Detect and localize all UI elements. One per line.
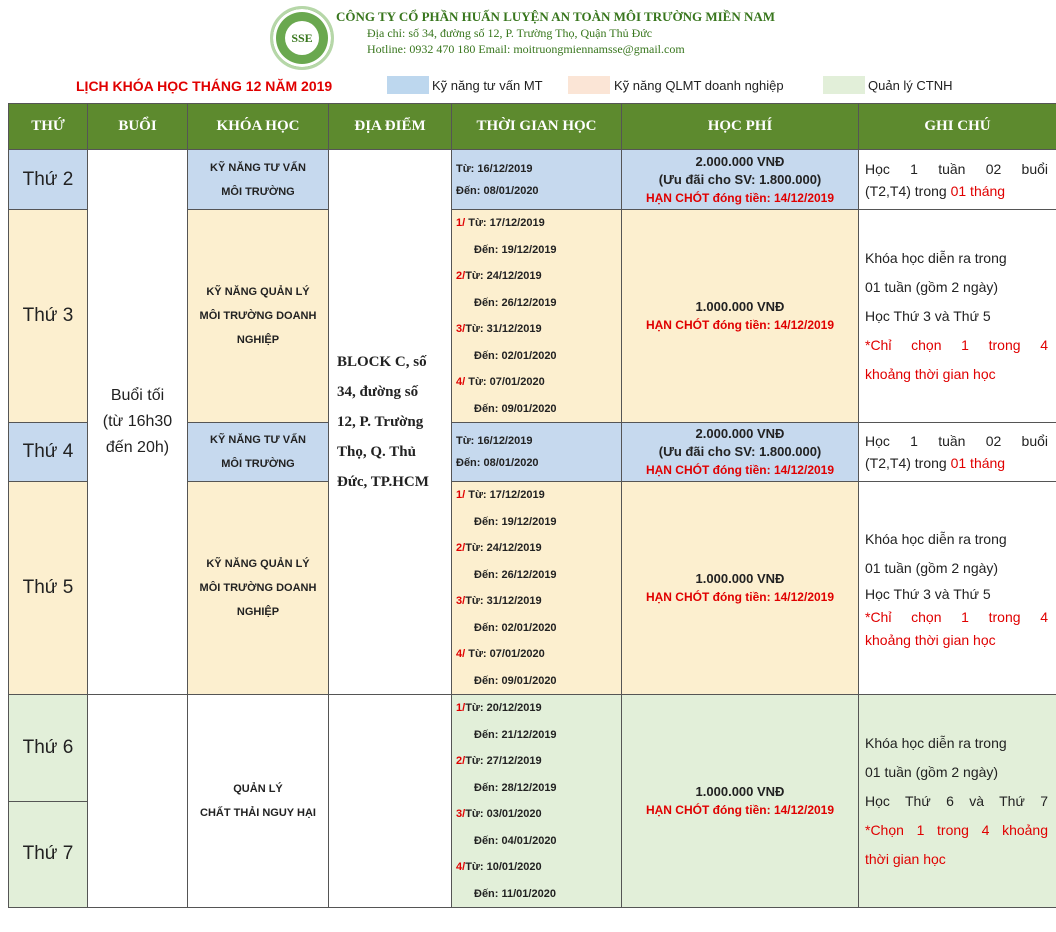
period-number: 2/ bbox=[456, 755, 466, 767]
note-line: Học 1 tuần 02 buổi bbox=[865, 160, 1048, 177]
period-from: Từ: 07/01/2020 bbox=[465, 648, 545, 660]
note-line: Học Thứ 3 và Thứ 5 bbox=[865, 585, 991, 602]
fee-cell bbox=[622, 210, 859, 423]
fee-deadline: HẠN CHÓT đóng tiền: 14/12/2019 bbox=[645, 190, 835, 205]
fee-amount: 1.000.000 VNĐ bbox=[695, 784, 785, 799]
day-cell: Thứ 2 bbox=[9, 150, 88, 210]
table-row bbox=[9, 150, 1056, 210]
note-line: Học 1 tuần 02 buổi bbox=[865, 433, 1048, 449]
logo-text: SSE bbox=[285, 21, 319, 55]
header-fee: HỌC PHÍ bbox=[622, 104, 859, 150]
fee-deadline: HẠN CHÓT đóng tiền: 14/12/2019 bbox=[645, 463, 835, 477]
fee-student: (Ưu đãi cho SV: 1.800.000) bbox=[658, 444, 822, 459]
venue-line: 34, đường số bbox=[337, 384, 419, 400]
period-number: 2/ bbox=[456, 542, 466, 554]
period-to: Đến: 28/12/2019 bbox=[474, 781, 557, 794]
period-to: Đến: 19/12/2019 bbox=[474, 515, 557, 528]
session-line: (từ 16h30 bbox=[102, 413, 173, 430]
notes-cell bbox=[859, 150, 1056, 210]
period-from: Từ: 24/12/2019 bbox=[465, 270, 542, 282]
date-to: Đến: 08/01/2020 bbox=[456, 184, 539, 197]
note-line: Khóa học diễn ra trong bbox=[865, 530, 1007, 547]
note-line: 01 tuần (gồm 2 ngày) bbox=[865, 559, 999, 576]
schedule-title: LỊCH KHÓA HỌC THÁNG 12 NĂM 2019 bbox=[76, 78, 333, 94]
session-cell-empty bbox=[88, 695, 188, 908]
period-number: 3/ bbox=[456, 808, 466, 820]
note-text: (T2,T4) trong bbox=[865, 182, 951, 199]
schedule-table bbox=[8, 103, 1056, 908]
period-to: Đến: 02/01/2020 bbox=[474, 349, 557, 362]
fee-cell bbox=[622, 482, 859, 695]
note-line: Học Thứ 3 và Thứ 5 bbox=[865, 307, 991, 324]
course-line: KỸ NĂNG TƯ VẤN bbox=[210, 434, 306, 446]
venue-line: BLOCK C, số bbox=[337, 354, 427, 370]
period-from: Từ: 20/12/2019 bbox=[465, 702, 542, 714]
period-from: Từ: 03/01/2020 bbox=[465, 808, 542, 820]
fee-cell bbox=[622, 695, 859, 908]
header-venue: ĐỊA ĐIỂM bbox=[329, 104, 452, 150]
period-to: Đến: 11/01/2020 bbox=[474, 887, 556, 900]
note-line: Học Thứ 6 và Thứ 7 bbox=[865, 792, 1048, 809]
dates-cell bbox=[452, 210, 622, 423]
note-line: 01 tuần (gồm 2 ngày) bbox=[865, 763, 999, 780]
company-hotline: Hotline: 0932 470 180 Email: moitruongmiennamsse@gmail.com bbox=[367, 42, 685, 56]
course-line: NGHIỆP bbox=[236, 606, 280, 618]
session-line: đến 20h) bbox=[105, 439, 170, 456]
note-highlight: 01 tháng bbox=[950, 455, 1006, 471]
course-line: MÔI TRƯỜNG DOANH bbox=[199, 582, 317, 594]
note-line-red: thời gian học bbox=[865, 850, 946, 867]
fee-amount: 2.000.000 VNĐ bbox=[695, 426, 785, 441]
fee-deadline: HẠN CHÓT đóng tiền: 14/12/2019 bbox=[645, 318, 835, 332]
course-cell bbox=[188, 210, 329, 423]
note-text: (T2,T4) trong bbox=[865, 455, 951, 471]
course-cell bbox=[188, 423, 329, 482]
period-from: Từ: 31/12/2019 bbox=[465, 323, 542, 335]
note-line-red: *Chỉ chọn 1 trong 4 bbox=[865, 608, 1048, 625]
note-line: Khóa học diễn ra trong bbox=[865, 249, 1007, 266]
note-line-red: *Chỉ chọn 1 trong 4 bbox=[865, 336, 1048, 353]
day-cell: Thứ 4 bbox=[9, 423, 88, 482]
period-from: Từ: 17/12/2019 bbox=[465, 489, 545, 501]
fee-student: (Ưu đãi cho SV: 1.800.000) bbox=[658, 171, 822, 187]
notes-cell bbox=[859, 210, 1056, 423]
note-line-red: khoảng thời gian học bbox=[865, 365, 996, 382]
day-cell: Thứ 5 bbox=[9, 482, 88, 695]
note-line-red: *Chọn 1 trong 4 khoảng bbox=[865, 821, 1048, 838]
dates-cell bbox=[452, 482, 622, 695]
date-from: Từ: 16/12/2019 bbox=[456, 162, 533, 175]
period-number: 1/ bbox=[456, 217, 466, 229]
period-to: Đến: 04/01/2020 bbox=[474, 834, 557, 847]
company-name: CÔNG TY CỔ PHẦN HUẤN LUYỆN AN TOÀN MÔI TRƯỜNG MIỀN NAM bbox=[336, 9, 776, 24]
period-from: Từ: 07/01/2020 bbox=[465, 376, 545, 388]
note-highlight: 01 tháng bbox=[950, 182, 1006, 199]
fee-cell bbox=[622, 423, 859, 482]
legend-swatch-hazardous bbox=[823, 76, 865, 94]
venue-cell bbox=[329, 150, 452, 695]
fee-amount: 2.000.000 VNĐ bbox=[695, 153, 785, 169]
period-to: Đến: 09/01/2020 bbox=[474, 402, 557, 415]
course-line: KỸ NĂNG TƯ VẤN bbox=[210, 161, 306, 174]
period-from: Từ: 17/12/2019 bbox=[465, 217, 545, 229]
period-number: 3/ bbox=[456, 595, 466, 607]
period-number: 1/ bbox=[456, 702, 466, 714]
header-time: THỜI GIAN HỌC bbox=[452, 104, 622, 150]
date-to: Đến: 08/01/2020 bbox=[456, 457, 539, 469]
period-from: Từ: 31/12/2019 bbox=[465, 595, 542, 607]
day-cell: Thứ 3 bbox=[9, 210, 88, 423]
period-number: 4/ bbox=[456, 648, 466, 660]
header-session: BUỔI bbox=[88, 104, 188, 150]
day-cell: Thứ 7 bbox=[9, 801, 88, 908]
company-logo bbox=[270, 6, 334, 70]
session-cell bbox=[88, 150, 188, 695]
period-number: 1/ bbox=[456, 489, 466, 501]
notes-cell bbox=[859, 695, 1056, 908]
course-cell bbox=[188, 150, 329, 210]
legend-label-consulting: Kỹ năng tư vấn MT bbox=[432, 78, 543, 93]
period-number: 2/ bbox=[456, 270, 466, 282]
venue-line: Thọ, Q. Thủ bbox=[337, 444, 416, 460]
table-header-row bbox=[9, 104, 1056, 150]
course-cell bbox=[188, 695, 329, 908]
course-line: MÔI TRƯỜNG bbox=[221, 185, 295, 198]
venue-cell-empty bbox=[329, 695, 452, 908]
company-address: Địa chỉ: số 34, đường số 12, P. Trường Thọ, Quận Thủ Đức bbox=[367, 26, 653, 40]
note-line bbox=[865, 180, 1048, 202]
period-to: Đến: 02/01/2020 bbox=[474, 621, 557, 634]
period-to: Đến: 26/12/2019 bbox=[474, 568, 557, 581]
course-line: CHẤT THẢI NGUY HẠI bbox=[200, 807, 316, 819]
period-to: Đến: 09/01/2020 bbox=[474, 674, 557, 687]
note-line bbox=[865, 452, 1048, 474]
course-line: NGHIỆP bbox=[236, 334, 280, 346]
dates-cell bbox=[452, 695, 622, 908]
fee-amount: 1.000.000 VNĐ bbox=[695, 571, 785, 586]
course-cell bbox=[188, 482, 329, 695]
fee-deadline: HẠN CHÓT đóng tiền: 14/12/2019 bbox=[645, 803, 835, 817]
course-line: KỸ NĂNG QUẢN LÝ bbox=[206, 286, 310, 298]
notes-cell bbox=[859, 482, 1056, 695]
day-cell: Thứ 6 bbox=[9, 695, 88, 802]
course-line: KỸ NĂNG QUẢN LÝ bbox=[206, 558, 310, 570]
period-number: 4/ bbox=[456, 861, 466, 873]
period-from: Từ: 24/12/2019 bbox=[465, 542, 542, 554]
venue-line: Đức, TP.HCM bbox=[337, 474, 429, 490]
dates-cell bbox=[452, 423, 622, 482]
dates-cell bbox=[452, 150, 622, 210]
period-from: Từ: 27/12/2019 bbox=[465, 755, 542, 767]
venue-line: 12, P. Trường bbox=[337, 414, 424, 430]
header-notes: GHI CHÚ bbox=[859, 104, 1056, 150]
course-line: MÔI TRƯỜNG DOANH bbox=[199, 310, 317, 322]
legend-label-management: Kỹ năng QLMT doanh nghiệp bbox=[614, 78, 784, 93]
period-to: Đến: 21/12/2019 bbox=[474, 728, 557, 741]
notes-cell bbox=[859, 423, 1056, 482]
period-number: 3/ bbox=[456, 323, 466, 335]
legend-label-hazardous: Quản lý CTNH bbox=[868, 78, 953, 93]
course-line: QUẢN LÝ bbox=[233, 783, 283, 795]
header-course: KHÓA HỌC bbox=[188, 104, 329, 150]
fee-amount: 1.000.000 VNĐ bbox=[695, 299, 785, 314]
title-row bbox=[0, 74, 1056, 100]
period-number: 4/ bbox=[456, 376, 466, 388]
note-line: 01 tuần (gồm 2 ngày) bbox=[865, 278, 999, 295]
header-day: THỨ bbox=[9, 104, 88, 150]
legend-swatch-consulting bbox=[387, 76, 429, 94]
table-row bbox=[9, 695, 1056, 802]
period-to: Đến: 26/12/2019 bbox=[474, 296, 557, 309]
session-line: Buổi tối bbox=[110, 387, 165, 404]
period-to: Đến: 19/12/2019 bbox=[474, 243, 557, 256]
fee-deadline: HẠN CHÓT đóng tiền: 14/12/2019 bbox=[645, 590, 835, 604]
legend-swatch-management bbox=[568, 76, 610, 94]
course-line: MÔI TRƯỜNG bbox=[221, 458, 295, 470]
fee-cell bbox=[622, 150, 859, 210]
period-from: Từ: 10/01/2020 bbox=[465, 861, 542, 873]
note-line-red: khoảng thời gian học bbox=[865, 631, 996, 648]
date-from: Từ: 16/12/2019 bbox=[456, 435, 533, 447]
note-line: Khóa học diễn ra trong bbox=[865, 734, 1007, 751]
